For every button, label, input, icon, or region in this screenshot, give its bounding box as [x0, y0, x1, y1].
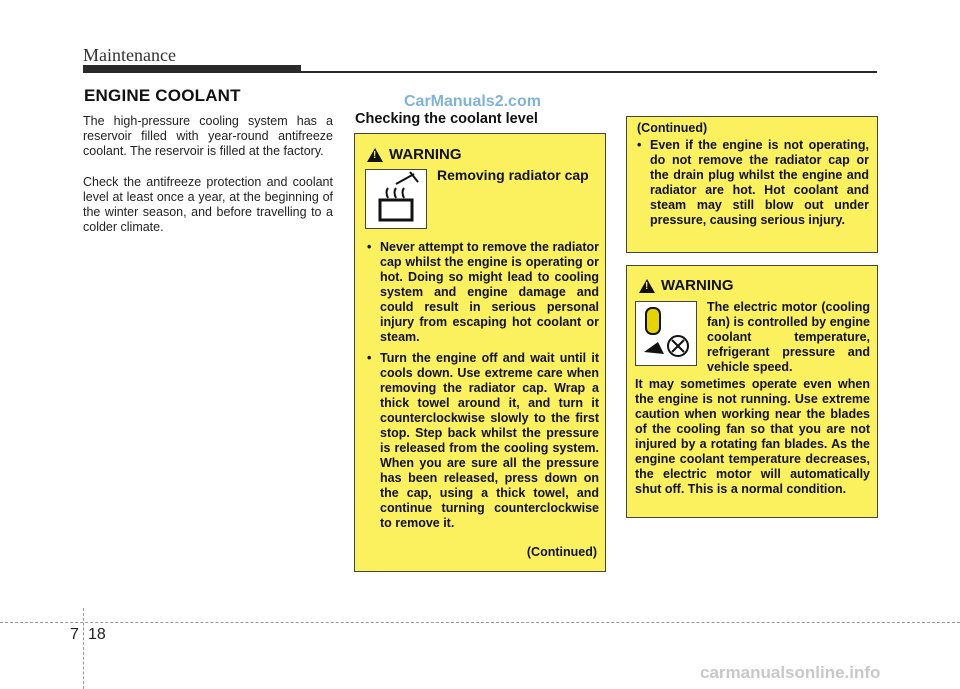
warning-box-continued: [626, 116, 878, 253]
page-number: 18: [88, 626, 106, 643]
continued-label: (Continued): [526, 545, 597, 559]
running-header: Maintenance: [83, 45, 176, 65]
cooling-fan-hand-icon: [635, 301, 697, 366]
chapter-number: 7: [70, 626, 79, 643]
watermark-top: CarManuals2.com: [404, 93, 541, 110]
watermark-footer: carmanualsonline.info: [700, 663, 881, 682]
warning-box-radiator-cap: [354, 133, 606, 572]
header-rule-thin: [301, 71, 877, 73]
footer-divider: [83, 608, 84, 689]
intro-paragraph-2: Check the antifreeze protection and coolant level at least once a year, at the beginning of the winter season, and before travelling to a colder climate.: [83, 175, 333, 234]
warning-lead-text: The electric motor (cooling fan) is controlled by engine coolant temperature, refrigerant pressure and vehicle speed.: [707, 300, 870, 374]
footer-rule: [0, 622, 960, 623]
warning-title: Removing radiator cap: [437, 167, 589, 183]
warning-box-cooling-fan: [626, 265, 878, 518]
warning-heading-label: WARNING: [389, 146, 462, 163]
warning-bullet-list: [637, 138, 869, 234]
section-title: ENGINE COOLANT: [84, 86, 241, 105]
subheading-checking-coolant: Checking the coolant level: [355, 111, 538, 127]
warning-body-text: It may sometimes operate even when the engine is not running. Use extreme caution when working near the blades of the cooling fan so that you are not injured by a rotating fan blades. As the engine coolant temperature decreases, the electric motor will automatically shut off. This is a normal condition.: [635, 377, 870, 496]
warning-heading: [367, 146, 462, 163]
continued-label: (Continued): [637, 121, 708, 135]
header-rule-thick: [83, 65, 301, 73]
warning-bullet-list: [367, 240, 599, 537]
warning-bullet: • Never attempt to remove the radiator cap whilst the engine is operating or hot. Doing so might lead to cooling system and engine damage and could result in serious personal injury from escaping hot coolant or steam.: [367, 240, 599, 345]
intro-paragraph-1: The high-pressure cooling system has a reservoir filled with year-round antifreeze coolant. The reservoir is filled at the factory.: [83, 114, 333, 158]
warning-heading-label: WARNING: [661, 277, 734, 294]
warning-heading: [639, 277, 734, 294]
warning-bullet: • Even if the engine is not operating, do not remove the radiator cap or the drain plug whilst the engine and radiator are hot. Hot coolant and steam may still blow out under pressure, causing serious injury.: [637, 138, 869, 228]
warning-triangle-icon: [367, 148, 383, 162]
radiator-cap-icon: [365, 169, 427, 229]
warning-triangle-icon: [639, 279, 655, 293]
warning-bullet: • Turn the engine off and wait until it cools down. Use extreme care when removing the radiator cap. Wrap a thick towel around it, and turn it counterclockwise slowly to the first stop. Step back whilst the pressure is released from the cooling system. When you are sure all the pressure has been released, press down on the cap, using a thick towel, and continue turning counterclockwise to remove it.: [367, 351, 599, 531]
